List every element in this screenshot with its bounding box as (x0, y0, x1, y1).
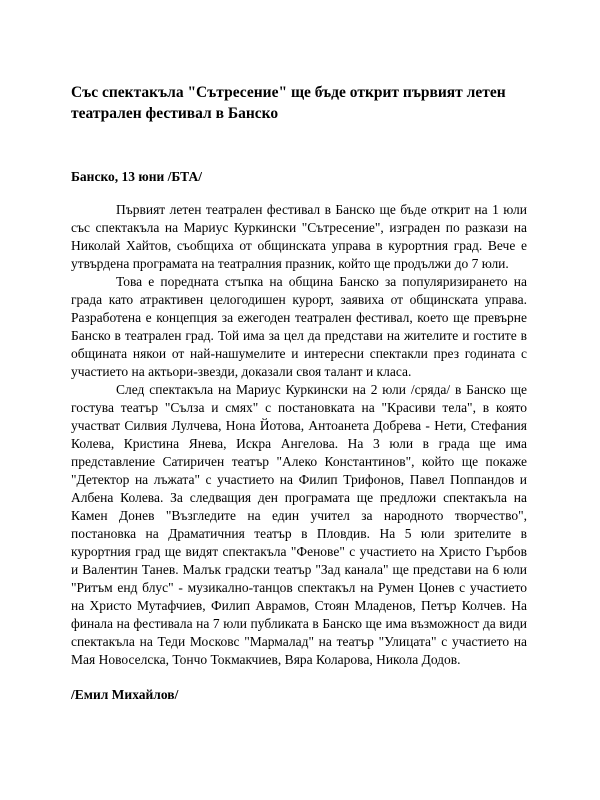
article-headline: Със спектакъла "Сътресение" ще бъде открит първият летен театрален фестивал в Банско (71, 84, 506, 122)
article-paragraph-2: Това е поредната стъпка на община Банско за популяризирането на града като атрактивен целогодишен курорт, заявиха от общинската управа. Разработена е концепция за ежегоден театрален фестивал, което ще превърне Банско в театрален град. Той има за цел да представи на жителите и гостите в общината някои от най-нашумелите и интересни спектакли през годината с участието на актьори-звезди, доказали своя талант и класа. (71, 274, 527, 379)
article-paragraph-1: Първият летен театрален фестивал в Банско ще бъде открит на 1 юли със спектакъла на Мариус Куркински "Сътресение", изграден по разкази на Николай Хайтов, съобщиха от общинската управа в курортния град. Вече е утвърдена програмата на театралния празник, който ще продължи до 7 юли. (71, 202, 527, 271)
document-page (71, 82, 527, 704)
article-byline: /Емил Михайлов/ (71, 687, 179, 702)
article-paragraph-3: След спектакъла на Мариус Куркински на 2 юли /сряда/ в Банско ще гостува театър "Сълза и смях" с постановката на "Красиви тела", в която участват Силвия Лулчева, Нона Йотова, Антоанета Добрева - Нети, Стефания Колева, Кристина Янева, Искра Ангелова. На 3 юли в града ще има представление Сатиричен театър "Алеко Константинов", който ще покаже "Детектор на лъжата" с участието на Филип Трифонов, Павел Поппандов и Албена Колева. За следващия ден програмата ще предложи спектакъла на Камен Донев "Възгледите на един учител за народното творчество", постановка на Драматичния театър в Пловдив. На 5 юли зрителите в курортния град ще видят спектакъла "Фенове" с участието на Христо Гърбов и Валентин Танев. Малък градски театър "Зад канала" ще представи на 6 юли "Ритъм енд блус" - музикално-танцов спектакъл на Румен Цонев с участието на Христо Мутафчиев, Филип Аврамов, Стоян Младенов, Петър Колчев. На финала на фестивала на 7 юли публиката в Банско ще има възможност да види спектакъла на Теди Московс "Мармалад" на театър "Улицата" с участието на Мая Новоселска, Тончо Токмакчиев, Вяра Коларова, Никола Додов. (71, 382, 527, 667)
article-dateline: Банско, 13 юни /БТА/ (71, 169, 202, 184)
